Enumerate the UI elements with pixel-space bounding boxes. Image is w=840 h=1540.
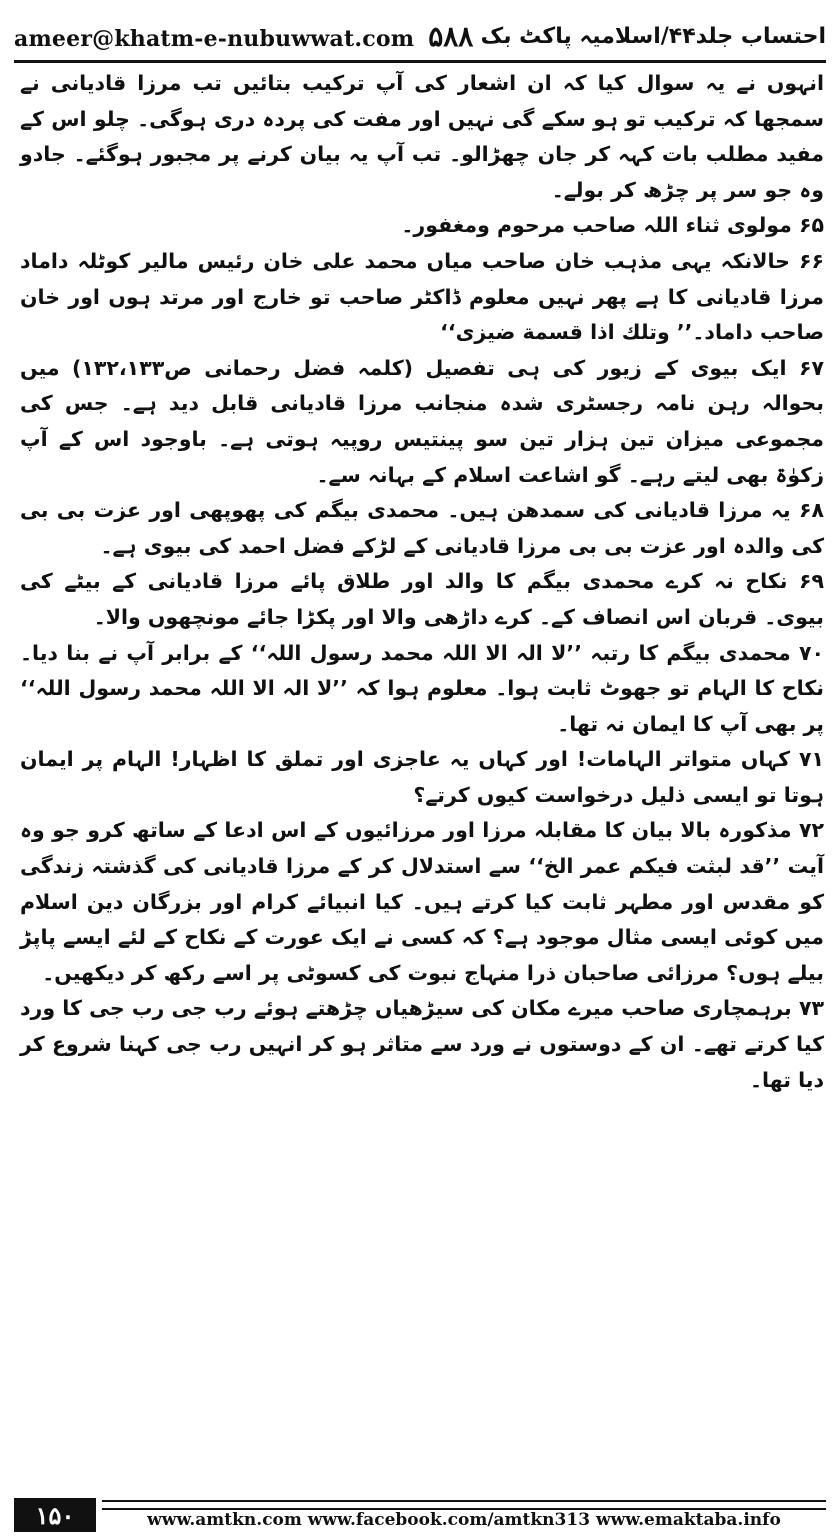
footnote-66: ۶۶ حالانکہ یہی مذہب خان صاحب میاں محمد علی خان رئیس مالیر کوٹلہ داماد مرزا قادیانی کا ہے پھر نہیں معلوم ڈاکٹر صاحب تو خارج اور مرتد ہوں اور خان صاحب داماد۔’’ وتلك اذا قسمة ضیزی‘‘	[20, 248, 824, 345]
header-book-title: احتساب جلد۴۴/اسلامیہ پاکٹ بک	[480, 23, 826, 49]
footnote-73: ۷۳ برہمچاری صاحب میرے مکان کی سیڑھیاں چڑھتے ہوئے رب جی رب جی کا ورد کیا کرتے تھے۔ ان کے دوستوں نے ورد سے متاثر ہو کر انہیں رب جی کہنا شروع کر دیا تھا۔	[20, 996, 824, 1092]
footnote-67: ۶۷ ایک بیوی کے زیور کی ہی تفصیل (کلمہ فضل رحمانی ص۱۳۲،۱۳۳) میں بحوالہ رہن نامہ رجسٹری شدہ منجانب مرزا قادیانی قابل دید ہے۔ جس کی مجموعی میزان تین ہزار تین سو پینتیس روپیہ ہوتی ہے۔ باوجود اس کے آپ زکوٰۃ بھی لیتے رہے۔ گو اشاعت اسلام کے بہانہ سے۔	[20, 355, 825, 487]
header-left	[14, 20, 473, 53]
page-footer	[14, 1498, 826, 1534]
footnote-71: ۷۱ کہاں متواتر الہامات! اور کہاں یہ عاجزی اور تملق کا اظہار! الہام پر ایمان ہوتا تو ایسی ذلیل درخواست کیوں کرتے؟	[20, 747, 824, 807]
page-header	[14, 14, 826, 58]
paragraph-intro: انہوں نے یہ سوال کیا کہ ان اشعار کی آپ ترکیب بتائیں تب مرزا قادیانی نے سمجھا کہ ترکیب تو ہو سکے گی نہیں اور مفت کی پردہ دری ہوگی۔ چلو اس کے مفید مطلب بات کہہ کر جان چھڑالو۔ تب آپ یہ بیان کرنے پر مجبور ہوگئے۔ جادو وہ جو سر پر چڑھ کر بولے۔	[20, 71, 824, 202]
footnote-69: ۶۹ نکاح نہ کرے محمدی بیگم کا والد اور طلاق پائے مرزا قادیانی کے بیٹے کی بیوی۔ قربان اس انصاف کے۔ کرے داڑھی والا اور پکڑا جائے مونچھوں والا۔	[20, 569, 824, 629]
footer-page-number: ۱۵۰	[14, 1498, 96, 1532]
body-text	[20, 66, 824, 1098]
footnote-70: ۷۰ محمدی بیگم کا رتبہ ’’لا الہ الا اللہ محمد رسول اللہ‘‘ کے برابر آپ نے بنا دیا۔ نکاح کا الہام تو جھوٹ ثابت ہوا۔ معلوم ہوا کہ ’’لا الہ الا اللہ محمد رسول اللہ‘‘ پر بھی آپ کا ایمان نہ تھا۔	[20, 640, 824, 736]
footnote-65: ۶۵ مولوی ثناء اللہ صاحب مرحوم ومغفور۔	[401, 213, 824, 238]
header-rule	[14, 60, 826, 63]
header-email[interactable]: ameer@khatm-e-nubuwwat.com	[14, 25, 415, 52]
footer-rule	[102, 1500, 826, 1510]
footnote-68: ۶۸ یہ مرزا قادیانی کی سمدھن ہیں۔ محمدی بیگم کی پھوپھی اور عزت بی بی کی والدہ اور عزت بی بی مرزا قادیانی کے لڑکے فضل احمد کی بیوی ہے۔	[20, 498, 824, 558]
footnote-72: ۷۲ مذکورہ بالا بیان کا مقابلہ مرزا اور مرزائیوں کے اس ادعا کے ساتھ کرو جو وہ آیت ’’قد لبثت فیکم عمر الخ‘‘ سے استدلال کر کے مرزا قادیانی کی گذشتہ زندگی کو مقدس اور مطہر ثابت کیا کرتے ہیں۔ کیا انبیائے کرام اور بزرگان دین اسلام میں کوئی ایسی مثال موجود ہے؟ کہ کسی نے ایک عورت کے نکاح کے لئے ایسے پاپڑ بیلے ہوں؟ مرزائی صاحبان ذرا منہاج نبوت کی کسوٹی پر اسے رکھ کر دیکھیں۔	[20, 818, 824, 985]
footer-links[interactable]: www.amtkn.com www.facebook.com/amtkn313 www.emaktaba.info	[147, 1510, 781, 1530]
header-page-number: ۵۸۸	[428, 19, 474, 53]
